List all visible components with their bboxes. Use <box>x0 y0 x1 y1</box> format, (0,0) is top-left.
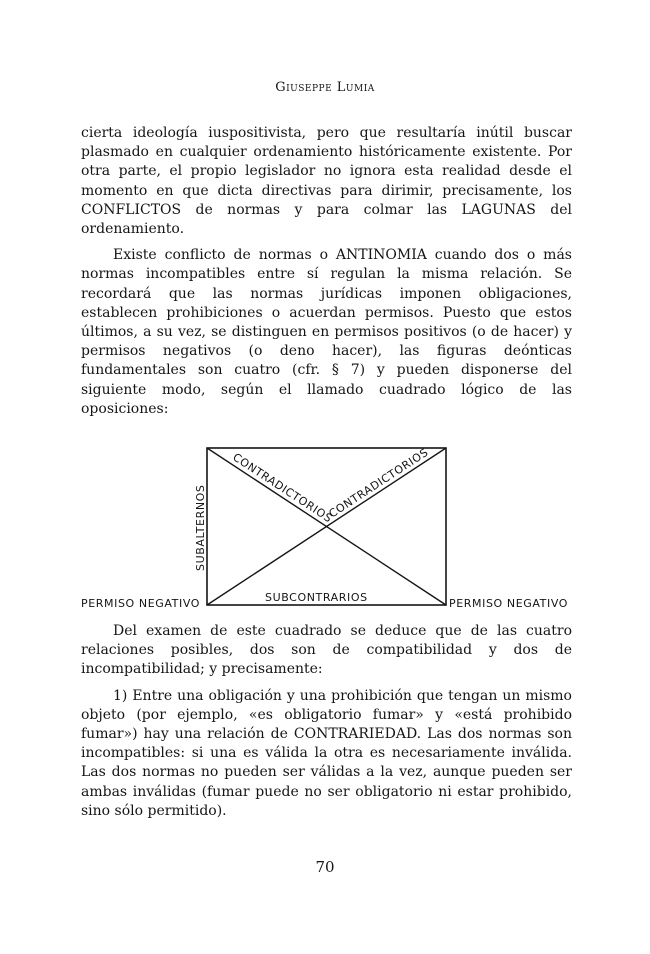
square-of-oppositions-diagram <box>0 446 650 616</box>
paragraph: Existe conflicto de normas o ANTINOMIA cuando dos o más normas incompatibles entre sí regulan la misma relación. Se recordará que las normas jurídicas imponen obligaciones, establecen prohibiciones o acuerdan permisos. Puesto que estos últimos, a su vez, se distinguen en permisos positivos (o de hacer) y permisos negativos (o deno hacer), las figuras deónticas fundamentales son cuatro (cfr. § 7) y pueden disponerse del siguiente modo, según el llamado cuadrado lógico de las oposiciones: <box>81 247 572 417</box>
page-number: 70 <box>315 858 335 876</box>
corner-label-bottom-right: PERMISO NEGATIVO <box>449 597 569 610</box>
side-label: SUBALTERNOS <box>194 484 207 571</box>
diagram-svg <box>0 446 650 616</box>
corner-label-bottom-left: PERMISO NEGATIVO <box>81 597 201 610</box>
diagonal-label-right: CONTRADICTORIOS <box>326 446 431 521</box>
paragraph: 1) Entre una obligación y una prohibición que tengan un mismo objeto (por ejemplo, «es obligatorio fumar» y «está prohibido fumar») hay una relación de CONTRARIEDAD. Las dos normas son incompatibles: si una es válida la otra es necesariamente inválida. Las dos normas no pueden ser válidas a la vez, aunque pueden ser ambas inválidas (fumar puede no ser obligatorio ni estar prohibido, sino sólo permitido). <box>81 687 572 819</box>
diagonal-label-left: CONTRADICTORIOS <box>230 450 335 526</box>
text-block-bottom <box>81 622 572 828</box>
running-header: Giuseppe Lumia <box>275 80 375 95</box>
text-block-top <box>81 124 572 426</box>
bottom-label: SUBCONTRARIOS <box>265 591 368 604</box>
paragraph: Del examen de este cuadrado se deduce que de las cuatro relaciones posibles, dos son de compatibilidad y dos de incompatibilidad; y precisamente: <box>81 623 572 678</box>
paragraph: cierta ideología iuspositivista, pero que resultaría inútil buscar plasmado en cualquier ordenamiento históricamente existente. Por otra parte, el propio legislador no ignora esta realidad desde el momento en que dicta directivas para dirimir, precisamente, los CONFLICTOS de normas y para colmar las LAGUNAS del ordenamiento. <box>81 125 572 238</box>
